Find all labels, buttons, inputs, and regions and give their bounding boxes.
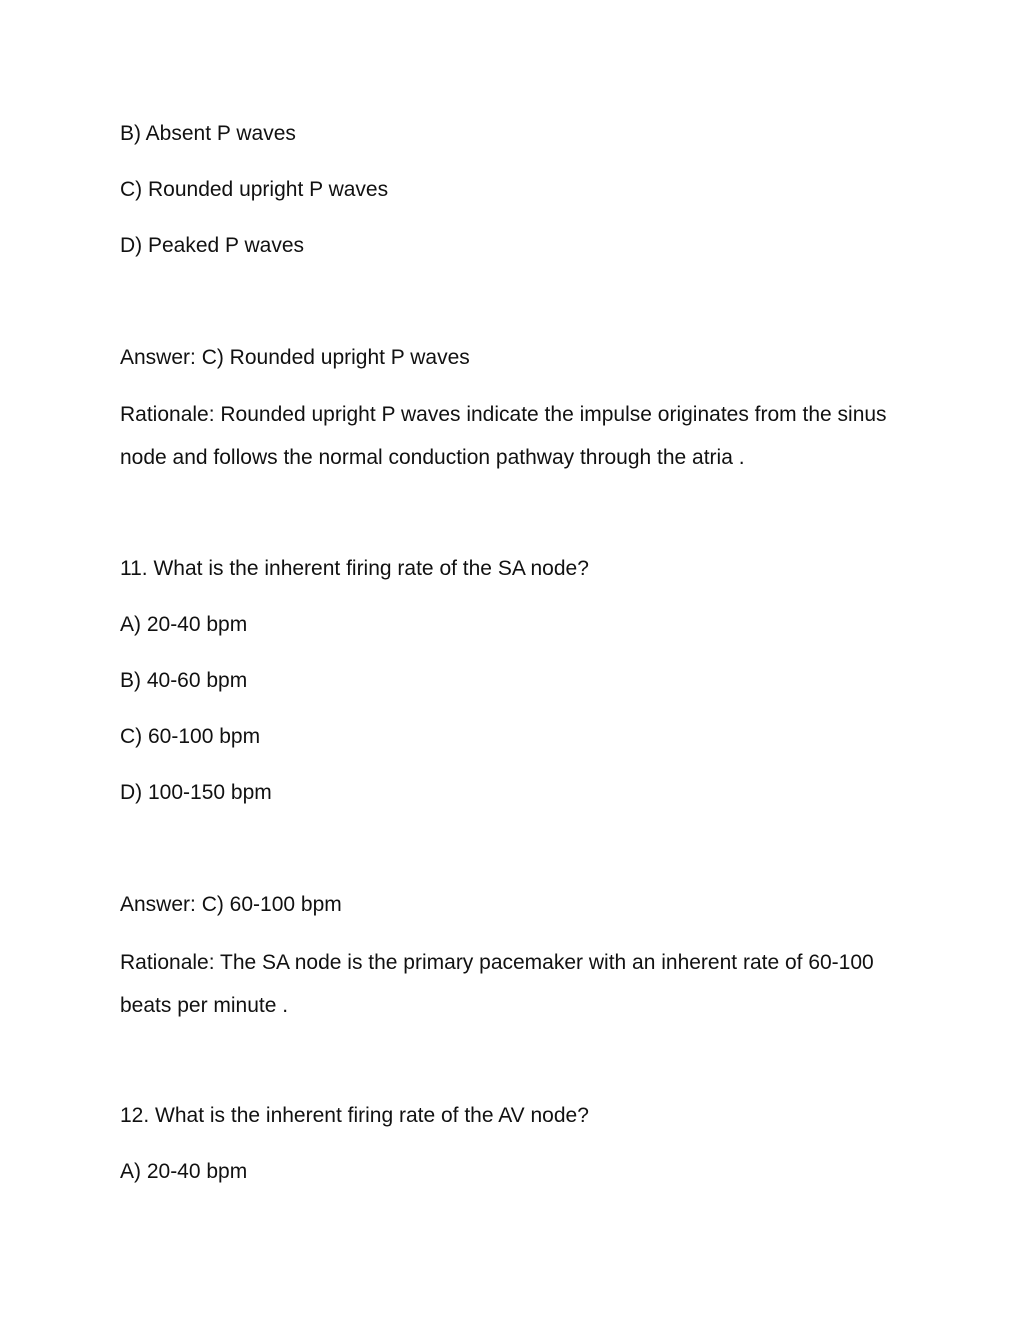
q10-option-d: D) Peaked P waves xyxy=(120,234,305,257)
q12-question: 12. What is the inherent firing rate of the AV node? xyxy=(120,1104,589,1127)
q11-option-d: D) 100-150 bpm xyxy=(120,781,272,804)
q11-rationale: Rationale: The SA node is the primary pacemaker with an inherent rate of 60-100 beats per minute . xyxy=(120,951,874,1017)
q10-option-b: B) Absent P waves xyxy=(120,122,296,145)
q10-rationale: Rationale: Rounded upright P waves indicate the impulse originates from the sinus node and follows the normal conduction pathway through the atria . xyxy=(120,403,887,469)
q11-option-b: B) 40-60 bpm xyxy=(120,669,248,692)
q12-option-a: A) 20-40 bpm xyxy=(120,1160,248,1183)
q11-question: 11. What is the inherent firing rate of the SA node? xyxy=(120,557,589,580)
q11-option-c: C) 60-100 bpm xyxy=(120,725,261,748)
q11-option-a: A) 20-40 bpm xyxy=(120,613,248,636)
q10-option-c: C) Rounded upright P waves xyxy=(120,178,389,201)
q10-answer: Answer: C) Rounded upright P waves xyxy=(120,346,470,369)
q11-answer: Answer: C) 60-100 bpm xyxy=(120,893,342,916)
